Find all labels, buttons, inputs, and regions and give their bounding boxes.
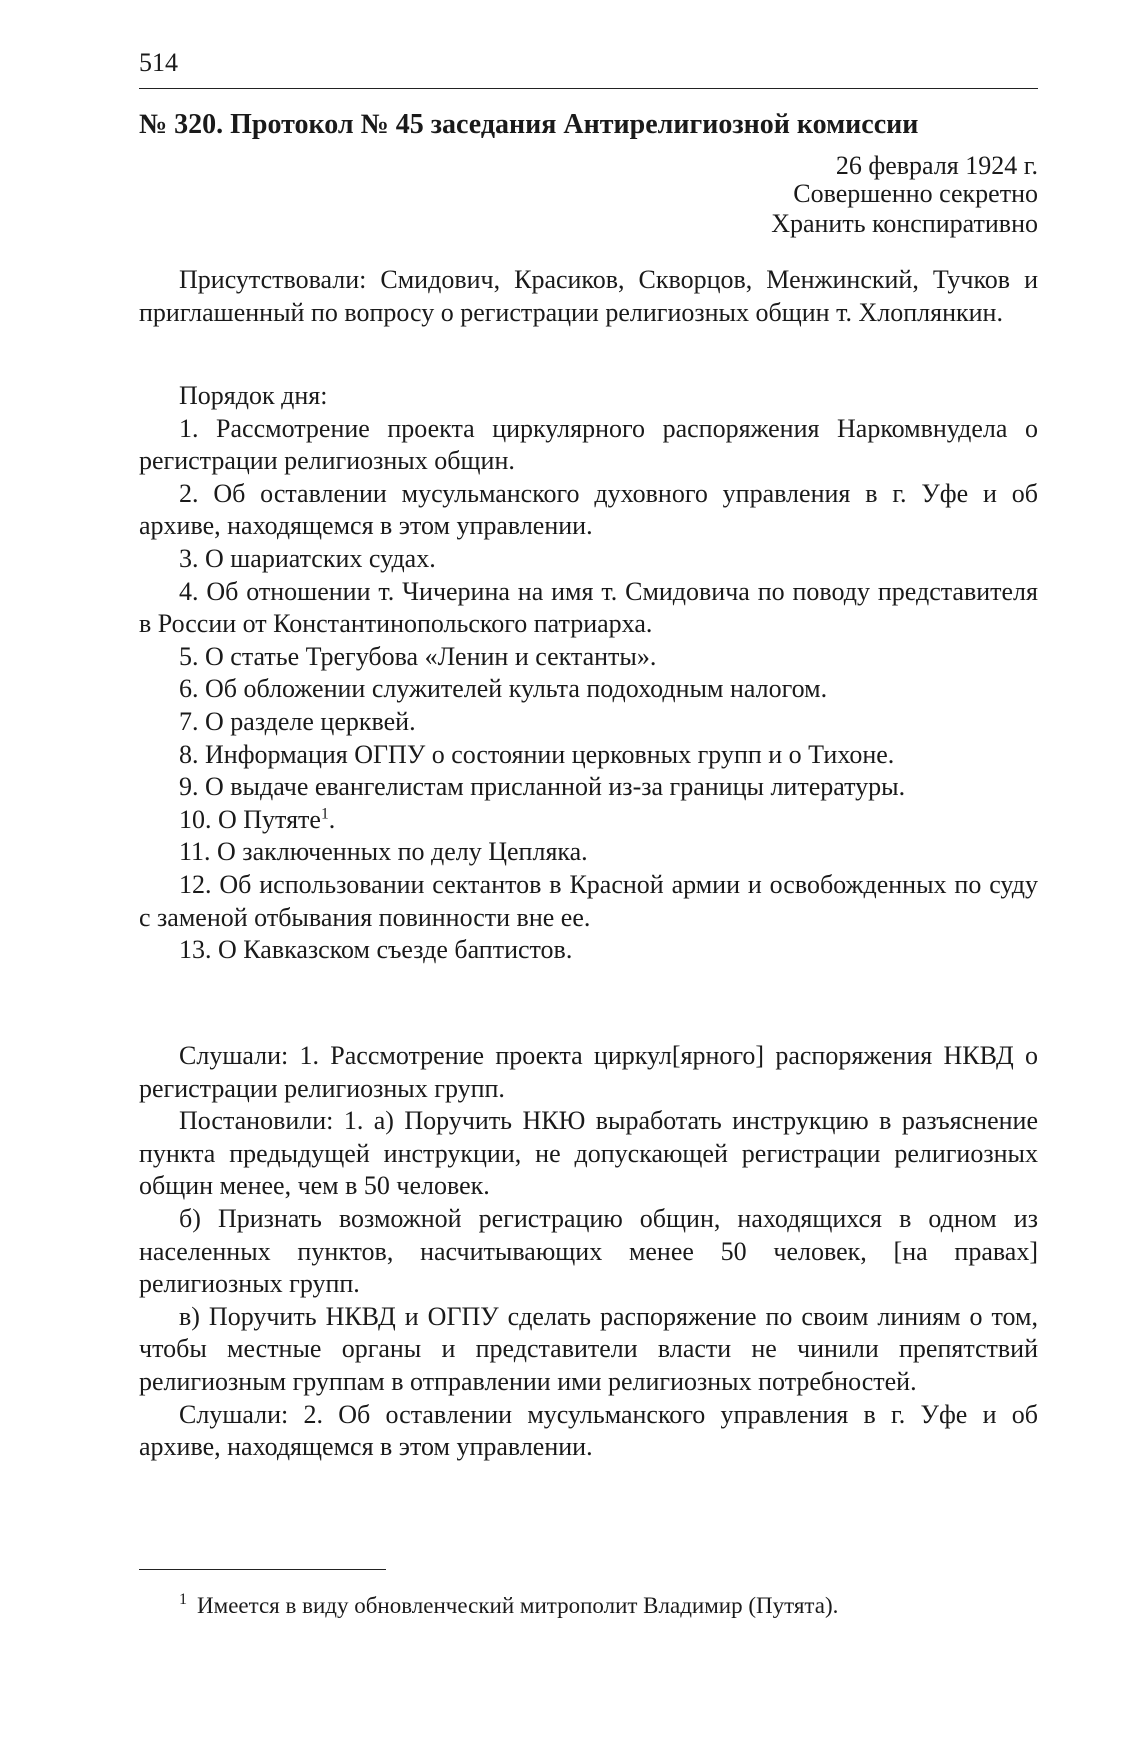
agenda-item: 3. О шариатских судах. xyxy=(179,543,436,573)
page-number: 514 xyxy=(139,48,178,77)
heard-item-1: Слушали: 1. Рассмотрение проекта циркул[ярного] распоряжения НКВД о регистрации религиозных групп. xyxy=(139,1041,1038,1103)
resolved-item-1b: б) Признать возможной регистрацию общин, находящихся в одном из населенных пунктов, насчитывающих менее 50 человек, [на правах] религиозных групп. xyxy=(139,1203,1038,1299)
agenda-heading: Порядок дня: xyxy=(179,381,328,410)
document-title: № 320. Протокол № 45 заседания Антирелигиозной комиссии xyxy=(139,109,919,140)
agenda-item-10 xyxy=(139,804,1038,837)
attendees-text: Присутствовали: Смидович, Красиков, Скворцов, Менжинский, Тучков и приглашенный по вопросу о регистрации религиозных общин т. Хлоплянкин. xyxy=(139,265,1038,327)
footnote-ref: 1 xyxy=(320,805,329,823)
header-rule xyxy=(139,88,1038,89)
footnote-text: Имеется в виду обновленческий митрополит Владимир (Путята). xyxy=(197,1593,839,1618)
agenda-item: 7. О разделе церквей. xyxy=(179,706,416,736)
agenda-item: 5. О статье Трегубова «Ленин и сектанты». xyxy=(179,641,657,671)
footnote-number: 1 xyxy=(179,1591,188,1609)
confidentiality-stamp: Хранить конспиративно xyxy=(771,209,1038,238)
agenda-item-text: 10. О Путяте xyxy=(179,804,321,834)
attendees-paragraph xyxy=(139,264,1038,329)
heard-item-2: Слушали: 2. Об оставлении мусульманского управления в г. Уфе и об архиве, находящемся в этом управлении. xyxy=(139,1399,1038,1462)
agenda-item: 11. О заключенных по делу Цепляка. xyxy=(179,837,588,867)
classification-stamp: Совершенно секретно xyxy=(793,179,1038,208)
resolved-item-1c: в) Поручить НКВД и ОГПУ сделать распоряжение по своим линиям о том, чтобы местные органы и представители власти не чинили препятствий религиозным группам в отправлении ими религиозных потребностей. xyxy=(139,1301,1038,1396)
document-date: 26 февраля 1924 г. xyxy=(835,151,1038,180)
footnote xyxy=(179,1592,838,1620)
agenda-item: 4. Об отношении т. Чичерина на имя т. Смидовича по поводу представителя в России от Константинопольского патриарха. xyxy=(139,576,1038,639)
agenda-item: 9. О выдаче евангелистам присланной из-за границы литературы. xyxy=(179,772,906,802)
agenda-item: 1. Рассмотрение проекта циркулярного распоряжения Наркомвнудела о регистрации религиозных общин. xyxy=(139,413,1038,476)
agenda-item-tail: . xyxy=(328,804,336,834)
minutes-body xyxy=(139,1040,1038,1464)
agenda-item: 2. Об оставлении мусульманского духовного управления в г. Уфе и об архиве, находящемся в этом управлении. xyxy=(139,478,1038,541)
footnote-rule xyxy=(139,1569,386,1570)
agenda-item: 13. О Кавказском съезде баптистов. xyxy=(179,935,573,965)
agenda-item: 8. Информация ОГПУ о состоянии церковных групп и о Тихоне. xyxy=(179,739,895,769)
resolved-item-1a: Постановили: 1. а) Поручить НКЮ выработать инструкцию в разъяснение пункта предыдущей инструкции, не допускающей регистрации религиозных общин менее, чем в 50 человек. xyxy=(139,1106,1038,1201)
agenda-item: 6. Об обложении служителей культа подоходным налогом. xyxy=(179,674,828,704)
agenda-section xyxy=(139,380,1038,967)
agenda-item: 12. Об использовании сектантов в Красной армии и освобожденных по суду с заменой отбывания повинности вне ее. xyxy=(139,869,1038,932)
